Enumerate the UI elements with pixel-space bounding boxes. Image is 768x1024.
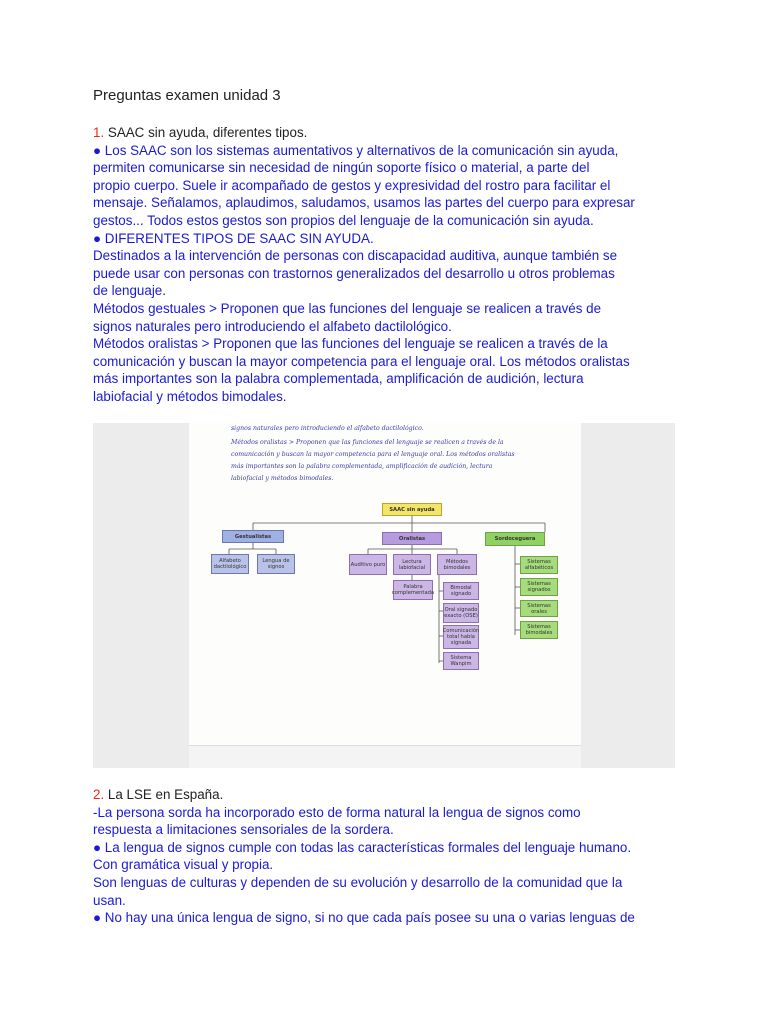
scanned-paper xyxy=(189,423,581,745)
diagram-node-oral-signado: Oral signado exacto (OSE) xyxy=(443,603,479,623)
scan-bottom-edge xyxy=(189,745,581,768)
diagram-node-alfabeto: Alfabeto dactilológico xyxy=(211,554,249,574)
paragraph-line: permiten comunicarse sin necesidad de ningún soporte físico o material, a parte del xyxy=(93,160,590,176)
paragraph-line: más importantes son la palabra complementada, amplificación de audición, lectura xyxy=(93,371,584,387)
paragraph-line: comunicación y buscan la mayor competencia para el lenguaje oral. Los métodos oralistas xyxy=(93,353,630,369)
paragraph-line: Con gramática visual y propia. xyxy=(93,857,274,873)
diagram-node-sistemas-alfabeticos: Sistemas alfabéticos xyxy=(520,556,558,574)
diagram-node-sistemas-bimodales: Sistemas bimodales xyxy=(520,621,558,639)
question-2-heading xyxy=(93,786,683,804)
diagram-node-sordoceguera: Sordoceguera xyxy=(485,532,545,546)
paragraph-line: signos naturales pero introduciendo el alfabeto dactilológico. xyxy=(93,318,452,334)
paragraph-line: de lenguaje. xyxy=(93,283,166,299)
paragraph-line: Métodos oralistas > Proponen que las funciones del lenguaje se realicen a través de la xyxy=(93,336,608,352)
diagram-node-gestualistas: Gestualistas xyxy=(222,530,284,543)
question-1-number: 1. xyxy=(93,125,105,140)
paragraph-line: propio cuerpo. Suele ir acompañado de gestos y expresividad del rostro para facilitar el xyxy=(93,177,611,193)
diagram-node-comunicacion-total: Comunicación total habla signada xyxy=(443,625,479,649)
paragraph-line: gestos... Todos estos gestos son propios del lenguaje de la comunicación sin ayuda. xyxy=(93,212,594,228)
diagram-node-metodos-bimodales: Métodos bimodales xyxy=(437,554,477,575)
question-1-heading xyxy=(93,124,683,142)
paragraph-line: Destinados a la intervención de personas con discapacidad auditiva, aunque también se xyxy=(93,248,618,264)
diagram-node-sistemas-orales: Sistemas orales xyxy=(520,600,558,617)
document-title: Preguntas examen unidad 3 xyxy=(93,87,281,104)
handwritten-line: comunicación y buscan la mayor competencia para el lenguaje oral. Los métodos oralistas xyxy=(231,451,515,458)
question-2 xyxy=(93,786,683,927)
question-2-title: La LSE en España. xyxy=(104,787,224,802)
question-1 xyxy=(93,124,683,406)
handwritten-line: signos naturales pero introduciendo el alfabeto dactilológico. xyxy=(231,425,424,432)
paragraph-line: ● Los SAAC son los sistemas aumentativos y alternativos de la comunicación sin ayuda, xyxy=(93,142,619,158)
diagram-node-palabra: Palabra complementada xyxy=(393,580,433,600)
question-1-title: SAAC sin ayuda, diferentes tipos. xyxy=(104,125,308,140)
diagram-node-lectura: Lectura labiofacial xyxy=(393,554,431,575)
paragraph-line: -La persona sorda ha incorporado esto de forma natural la lengua de signos como xyxy=(93,804,581,820)
diagram-node-sistemas-signados: Sistemas signados xyxy=(520,578,558,596)
handwritten-line: Métodos oralistas > Proponen que las funciones del lenguaje se realicen a través de la xyxy=(231,439,504,446)
diagram-node-sistema-wanpim: Sistema Wanpim xyxy=(443,652,479,670)
question-2-number: 2. xyxy=(93,787,105,802)
paragraph-line: mensaje. Señalamos, aplaudimos, saludamos, usamos las partes del cuerpo para expresar xyxy=(93,195,635,211)
diagram-node-oralistas: Oralistas xyxy=(382,532,442,545)
paragraph-line: labiofacial y métodos bimodales. xyxy=(93,388,287,404)
paragraph-line: Métodos gestuales > Proponen que las funciones del lenguaje se realicen a través de xyxy=(93,300,602,316)
paragraph-line: respuesta a limitaciones sensoriales de la sordera. xyxy=(93,822,394,838)
paragraph-line: Son lenguas de culturas y dependen de su evolución y desarrollo de la comunidad que la xyxy=(93,874,623,890)
paragraph-line: usan. xyxy=(93,892,126,908)
diagram-node-root: SAAC sin ayuda xyxy=(382,503,442,516)
diagram-node-bimodal-signado: Bimodal signado xyxy=(443,582,479,600)
diagram-node-auditivo: Auditivo puro xyxy=(349,554,387,575)
handwritten-line: labiofacial y métodos bimodales. xyxy=(231,475,334,482)
paragraph-line: puede usar con personas con trastornos generalizados del desarrollo u otros problemas xyxy=(93,265,615,281)
paragraph-line: ● DIFERENTES TIPOS DE SAAC SIN AYUDA. xyxy=(93,230,374,246)
embedded-scan-image xyxy=(93,423,675,768)
handwritten-line: más importantes son la palabra complementada, amplificación de audición, lectura xyxy=(231,463,493,470)
paragraph-line: ● No hay una única lengua de signo, si no que cada país posee su una o varias lenguas de xyxy=(93,910,635,926)
diagram-node-lengua-signos: Lengua de signos xyxy=(257,554,295,574)
paragraph-line: ● La lengua de signos cumple con todas las características formales del lenguaje humano. xyxy=(93,839,632,855)
